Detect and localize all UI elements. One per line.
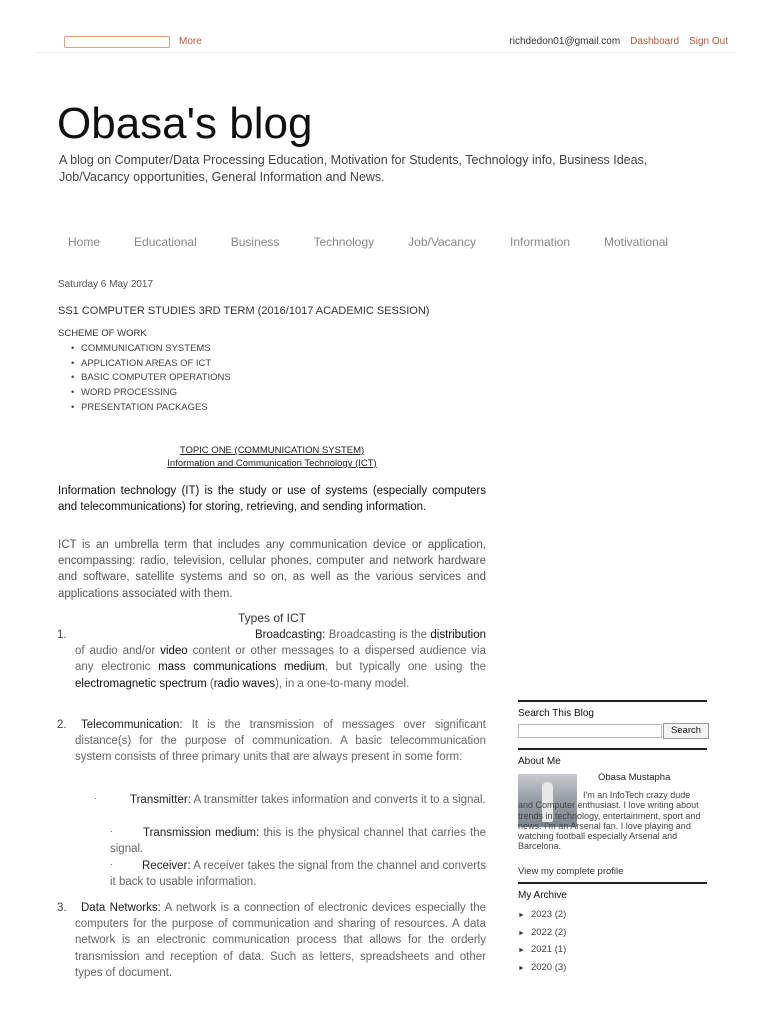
about-text: I'm an InfoTech crazy dude and Computer enthusiast. I love writing about trends in technology, entertainment, sport and news. I'm an Arsenal fan. I love playing and watching football especially Arsenal and Barcelona. — [518, 790, 701, 852]
archive-widget — [518, 882, 707, 979]
bullet: · — [110, 826, 113, 836]
paragraph-it: Information technology (IT) is the study or use of systems (especially computers and telecommunications) for storing, retrieving, and sending information. — [58, 485, 486, 514]
tab-business[interactable]: Business — [230, 235, 280, 249]
tab-home[interactable]: Home — [68, 235, 101, 249]
archive-list — [518, 909, 707, 979]
widget-title: About Me — [518, 756, 561, 767]
list-item: • APPLICATION AREAS OF ICT — [81, 358, 231, 373]
mass-communications-link[interactable]: mass communications medium — [158, 661, 325, 674]
types-heading: Types of ICT — [237, 611, 307, 625]
archive-count: (1) — [554, 944, 567, 955]
more-link[interactable]: More — [179, 36, 202, 47]
archive-item[interactable] — [518, 944, 707, 962]
item-label: Telecommunication: — [81, 719, 183, 731]
page-tabs — [68, 235, 702, 249]
expand-triangle-icon[interactable]: ► — [518, 912, 525, 919]
tab-technology[interactable]: Technology — [313, 235, 375, 249]
widget-title: Search This Blog — [518, 708, 594, 719]
about-widget — [518, 748, 707, 878]
item-text: of audio and/or — [75, 645, 161, 658]
sub-item-text: A receiver takes the signal from the channel and converts it back to usable information. — [110, 860, 486, 889]
post-title[interactable]: SS1 COMPUTER STUDIES 3RD TERM (2016/1017 ACADEMIC SESSION) — [58, 305, 430, 317]
archive-item[interactable] — [518, 962, 707, 980]
sub-item-text: A transmitter takes information and converts it to a signal. — [190, 794, 486, 806]
topic-line: TOPIC ONE (COMMUNICATION SYSTEM) — [179, 445, 365, 456]
item-label: Broadcasting: — [255, 629, 326, 641]
sub-item-label: Transmitter: — [130, 794, 191, 806]
search-widget — [518, 700, 707, 739]
list-item-data-networks — [57, 900, 487, 981]
user-email: richdedon01@gmail.com — [509, 36, 621, 47]
list-item: • BASIC COMPUTER OPERATIONS — [81, 372, 231, 387]
tab-job-vacancy[interactable]: Job/Vacancy — [408, 235, 476, 249]
archive-year[interactable]: 2023 — [530, 909, 553, 920]
radio-waves-link[interactable]: radio waves — [213, 677, 276, 690]
item-label: Data Networks: — [81, 902, 161, 914]
distribution-link[interactable]: distribution — [430, 629, 486, 641]
list-item-broadcasting — [57, 627, 487, 692]
profile-link[interactable]: View my complete profile — [518, 866, 624, 877]
expand-triangle-icon[interactable]: ► — [518, 929, 525, 937]
bullet: · — [94, 793, 97, 803]
author-name[interactable]: Obasa Mustapha — [598, 772, 671, 783]
search-input[interactable] — [518, 724, 662, 738]
item-text: Broadcasting is the — [325, 629, 431, 641]
video-link[interactable]: video — [160, 645, 188, 658]
list-item: • WORD PROCESSING — [81, 387, 231, 402]
item-text: It is the transmission of messages over significant distance(s) for the purpose of communication. A basic telecommunication system consists of three primary units that are always present in some form: — [75, 719, 486, 764]
paragraph-ict: ICT is an umbrella term that includes any communication device or application, encompassing: radio, television, cellular phones, computer and network hardware and software, satellite systems and so on, as well as the various services and applications associated with them. — [58, 539, 486, 600]
post-date: Saturday 6 May 2017 — [58, 279, 154, 290]
archive-item[interactable] — [518, 909, 707, 927]
list-item: • COMMUNICATION SYSTEMS — [81, 343, 231, 358]
navbar-search-input[interactable] — [64, 36, 170, 48]
item-text: , but typically one using the — [324, 661, 486, 674]
tab-motivational[interactable]: Motivational — [604, 235, 669, 249]
scheme-of-work-label: SCHEME OF WORK — [58, 328, 147, 339]
list-item-telecommunication — [57, 717, 486, 766]
expand-triangle-icon[interactable]: ► — [518, 964, 525, 972]
item-number: 1. — [57, 629, 67, 641]
list-item: • PRESENTATION PACKAGES — [81, 402, 231, 417]
blog-description: A blog on Computer/Data Processing Education, Motivation for Students, Technology info, Business Ideas, Job/Vacancy opportunities, General Information and News. — [59, 153, 648, 184]
navbar-account — [509, 36, 728, 47]
navbar — [36, 30, 736, 53]
dashboard-link[interactable]: Dashboard — [630, 36, 680, 47]
archive-count: (2) — [554, 926, 567, 938]
item-text: A network is a connection of electronic devices especially the computers for the purpose of communication and sharing of resources. A data network is an electronic communication process that allows for the orderly transmission and reception of data. Such as letters, spreadsheets and other types of document. — [75, 902, 487, 979]
sub-item-label: Receiver: — [142, 860, 191, 872]
scheme-list — [81, 343, 231, 416]
archive-year[interactable]: 2022 — [530, 926, 553, 938]
item-number: 2. — [57, 719, 67, 731]
sub-item-text: this is the physical channel that carries the signal. — [110, 827, 486, 856]
sub-item-receiver — [110, 858, 486, 890]
expand-triangle-icon[interactable]: ► — [518, 947, 525, 954]
item-text: ), in a one-to-many model. — [275, 677, 410, 690]
topic-subline: Information and Communication Technology (ICT) — [167, 458, 377, 469]
topic-heading — [58, 444, 486, 470]
sub-item-label: Transmission medium: — [143, 827, 260, 839]
archive-year[interactable]: 2020 — [530, 961, 553, 973]
archive-item[interactable] — [518, 927, 707, 945]
item-text: content or other messages to a dispersed audience via any electronic — [75, 645, 487, 674]
blog-title[interactable]: Obasa's blog — [57, 99, 313, 148]
search-button[interactable]: Search — [663, 723, 709, 739]
item-text: ( — [206, 677, 214, 690]
widget-title: My Archive — [518, 890, 567, 901]
item-number: 3. — [57, 902, 67, 914]
sign-out-link[interactable]: Sign Out — [689, 36, 728, 47]
electromagnetic-spectrum-link[interactable]: electromagnetic spectrum — [75, 677, 207, 690]
archive-count: (2) — [554, 909, 567, 920]
search-row — [518, 724, 707, 739]
tab-educational[interactable]: Educational — [134, 235, 197, 249]
archive-year[interactable]: 2021 — [530, 944, 553, 955]
archive-count: (3) — [554, 961, 567, 973]
sub-item-transmission-medium — [110, 825, 486, 857]
bullet: · — [110, 859, 113, 869]
sub-item-transmitter — [94, 792, 486, 808]
tab-information[interactable]: Information — [509, 235, 571, 249]
